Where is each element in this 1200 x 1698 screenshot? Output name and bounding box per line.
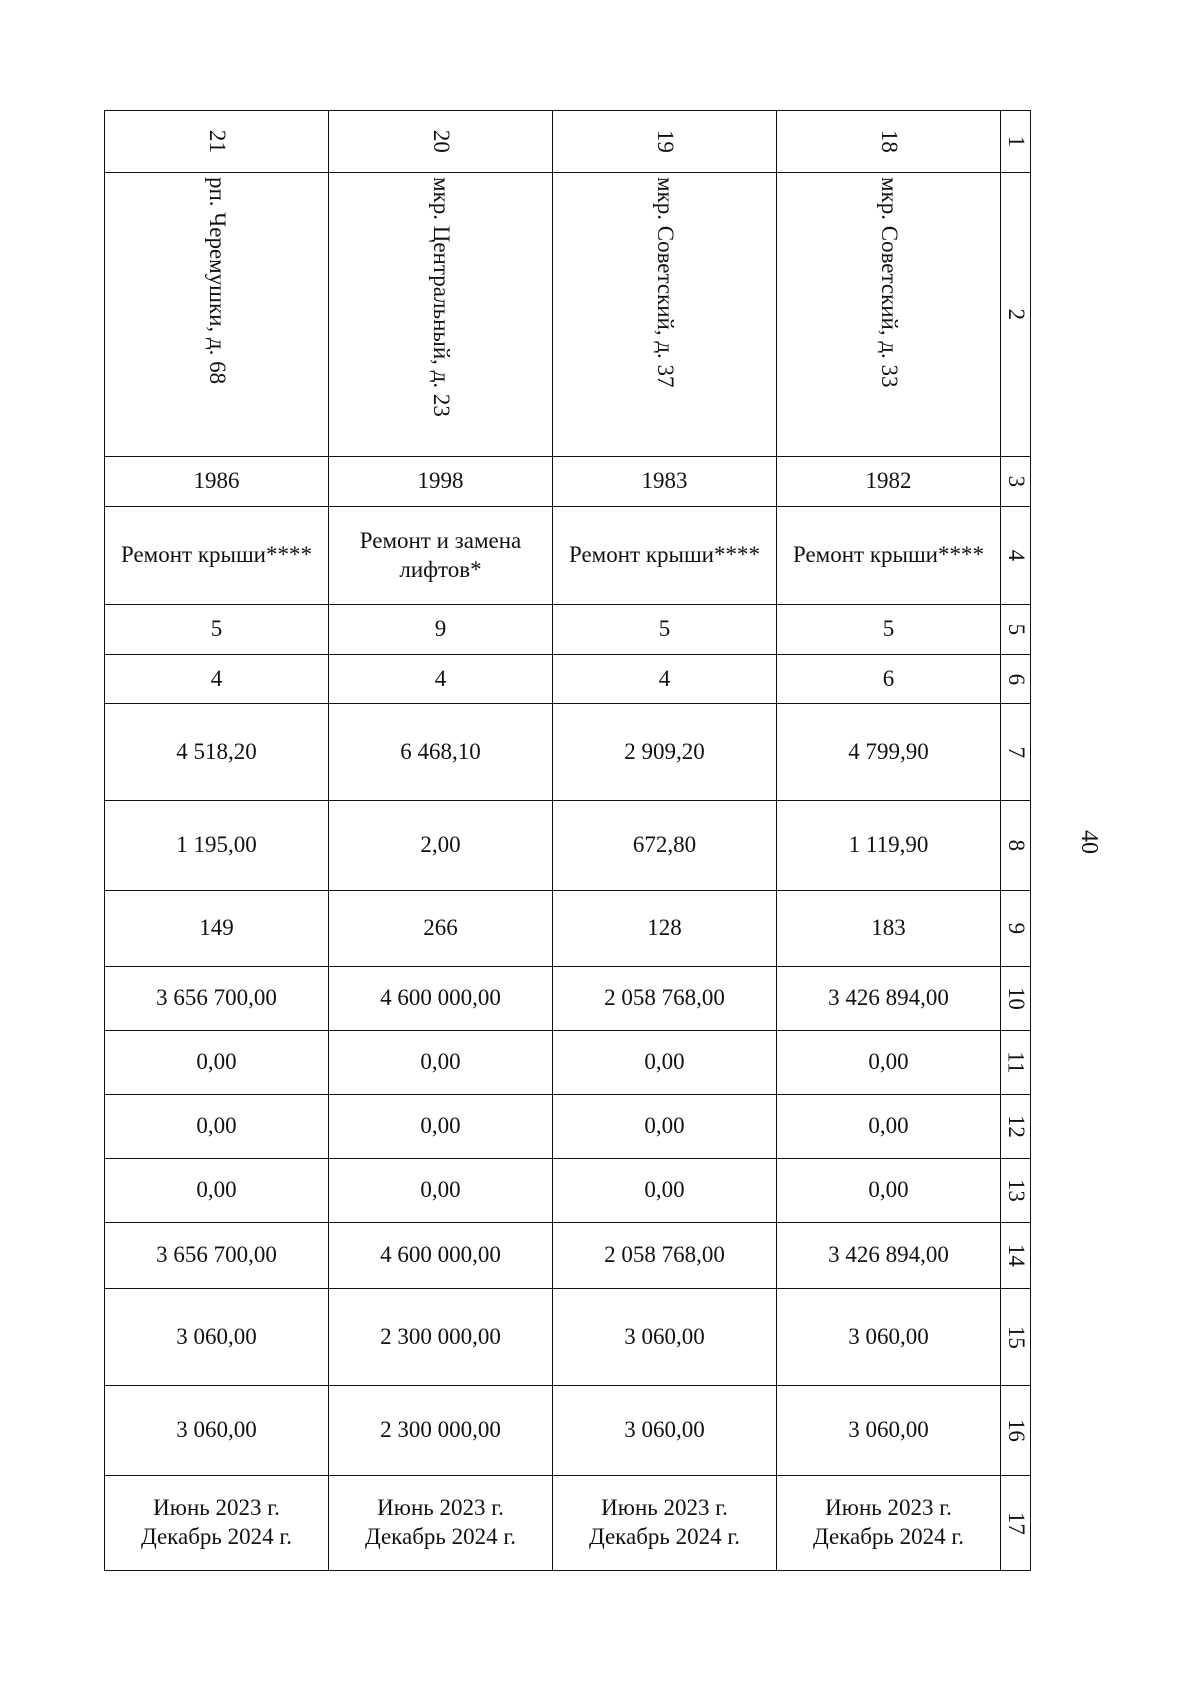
- cell-cost-d: 4 600 000,00: [329, 1223, 553, 1289]
- cell-total-area: 6 468,10: [329, 704, 553, 801]
- column-index: 9: [1001, 891, 1031, 967]
- cell-residents: 183: [777, 891, 1001, 967]
- cell-area2: 1 195,00: [105, 801, 329, 891]
- cell-cost-a: 0,00: [329, 1031, 553, 1095]
- cell-work-type: Ремонт и замена лифтов*: [329, 507, 553, 605]
- cell-dates: Июнь 2023 г. Декабрь 2024 г.: [553, 1476, 777, 1571]
- cell-cost-d: 3 426 894,00: [777, 1223, 1001, 1289]
- cell-cost-d: 3 656 700,00: [105, 1223, 329, 1289]
- column-index: 1: [1001, 111, 1031, 173]
- cost-c-row: [105, 1159, 1031, 1223]
- column-index: 16: [1001, 1386, 1031, 1476]
- column-index: 14: [1001, 1223, 1031, 1289]
- cell-unit-cost: 2 300 000,00: [329, 1289, 553, 1386]
- cell-unit-cost: 3 060,00: [777, 1289, 1001, 1386]
- floors-row: [105, 605, 1031, 655]
- cell-unit-cost: 3 060,00: [105, 1289, 329, 1386]
- cell-row-no: 21: [105, 111, 329, 173]
- cell-cost-total: 3 656 700,00: [105, 967, 329, 1031]
- column-index: 8: [1001, 801, 1031, 891]
- cell-total-area: 4 518,20: [105, 704, 329, 801]
- column-index: 2: [1001, 173, 1031, 457]
- total-area-row: [105, 704, 1031, 801]
- column-index: 10: [1001, 967, 1031, 1031]
- cell-entrances: 4: [553, 655, 777, 704]
- dates-row: [105, 1476, 1031, 1571]
- unit-cost-row: [105, 1289, 1031, 1386]
- work-type-row: [105, 507, 1031, 605]
- cell-entrances: 6: [777, 655, 1001, 704]
- cost-b-row: [105, 1095, 1031, 1159]
- cell-address: мкр. Советский, д. 33: [777, 173, 1001, 457]
- cell-cost-total: 4 600 000,00: [329, 967, 553, 1031]
- cell-residents: 149: [105, 891, 329, 967]
- cell-unit-limit: 3 060,00: [553, 1386, 777, 1476]
- cell-address: мкр. Центральный, д. 23: [329, 173, 553, 457]
- cost-total-row: [105, 967, 1031, 1031]
- cell-cost-a: 0,00: [777, 1031, 1001, 1095]
- cell-floors: 5: [553, 605, 777, 655]
- cell-unit-cost: 3 060,00: [553, 1289, 777, 1386]
- column-index: 6: [1001, 655, 1031, 704]
- cell-cost-b: 0,00: [105, 1095, 329, 1159]
- cell-entrances: 4: [329, 655, 553, 704]
- cell-residents: 128: [553, 891, 777, 967]
- column-index: 4: [1001, 507, 1031, 605]
- cell-cost-c: 0,00: [329, 1159, 553, 1223]
- cell-total-area: 4 799,90: [777, 704, 1001, 801]
- cell-cost-a: 0,00: [553, 1031, 777, 1095]
- cell-area2: 672,80: [553, 801, 777, 891]
- cell-dates: Июнь 2023 г. Декабрь 2024 г.: [105, 1476, 329, 1571]
- housing-repair-table: [104, 110, 1031, 1571]
- column-index: 12: [1001, 1095, 1031, 1159]
- cell-unit-limit: 2 300 000,00: [329, 1386, 553, 1476]
- cell-area2: 1 119,90: [777, 801, 1001, 891]
- cell-floors: 9: [329, 605, 553, 655]
- column-index: 17: [1001, 1476, 1031, 1571]
- cell-floors: 5: [105, 605, 329, 655]
- column-index: 11: [1001, 1031, 1031, 1095]
- cell-cost-a: 0,00: [105, 1031, 329, 1095]
- cell-cost-total: 2 058 768,00: [553, 967, 777, 1031]
- cell-row-no: 20: [329, 111, 553, 173]
- cell-cost-c: 0,00: [105, 1159, 329, 1223]
- column-index: 5: [1001, 605, 1031, 655]
- area2-row: [105, 801, 1031, 891]
- cell-row-no: 18: [777, 111, 1001, 173]
- cell-residents: 266: [329, 891, 553, 967]
- address-row: [105, 173, 1031, 457]
- cell-cost-total: 3 426 894,00: [777, 967, 1001, 1031]
- column-index: 13: [1001, 1159, 1031, 1223]
- cell-dates: Июнь 2023 г. Декабрь 2024 г.: [777, 1476, 1001, 1571]
- cell-cost-d: 2 058 768,00: [553, 1223, 777, 1289]
- cell-floors: 5: [777, 605, 1001, 655]
- cost-d-row: [105, 1223, 1031, 1289]
- column-index: 15: [1001, 1289, 1031, 1386]
- cell-cost-c: 0,00: [553, 1159, 777, 1223]
- cell-work-type: Ремонт крыши****: [553, 507, 777, 605]
- cell-address: мкр. Советский, д. 37: [553, 173, 777, 457]
- cell-area2: 2,00: [329, 801, 553, 891]
- cell-unit-limit: 3 060,00: [105, 1386, 329, 1476]
- cell-year: 1998: [329, 457, 553, 507]
- column-index: 3: [1001, 457, 1031, 507]
- cell-row-no: 19: [553, 111, 777, 173]
- cell-cost-b: 0,00: [777, 1095, 1001, 1159]
- cell-address: рп. Черемушки, д. 68: [105, 173, 329, 457]
- page-number: 40: [1076, 830, 1102, 854]
- cell-work-type: Ремонт крыши****: [105, 507, 329, 605]
- cell-year: 1982: [777, 457, 1001, 507]
- cell-year: 1986: [105, 457, 329, 507]
- row-number-row: [105, 111, 1031, 173]
- cell-entrances: 4: [105, 655, 329, 704]
- column-index: 7: [1001, 704, 1031, 801]
- cell-year: 1983: [553, 457, 777, 507]
- cell-cost-c: 0,00: [777, 1159, 1001, 1223]
- entrances-row: [105, 655, 1031, 704]
- cell-unit-limit: 3 060,00: [777, 1386, 1001, 1476]
- cell-cost-b: 0,00: [329, 1095, 553, 1159]
- residents-row: [105, 891, 1031, 967]
- cost-a-row: [105, 1031, 1031, 1095]
- cell-cost-b: 0,00: [553, 1095, 777, 1159]
- unit-limit-row: [105, 1386, 1031, 1476]
- cell-total-area: 2 909,20: [553, 704, 777, 801]
- year-row: [105, 457, 1031, 507]
- cell-dates: Июнь 2023 г. Декабрь 2024 г.: [329, 1476, 553, 1571]
- cell-work-type: Ремонт крыши****: [777, 507, 1001, 605]
